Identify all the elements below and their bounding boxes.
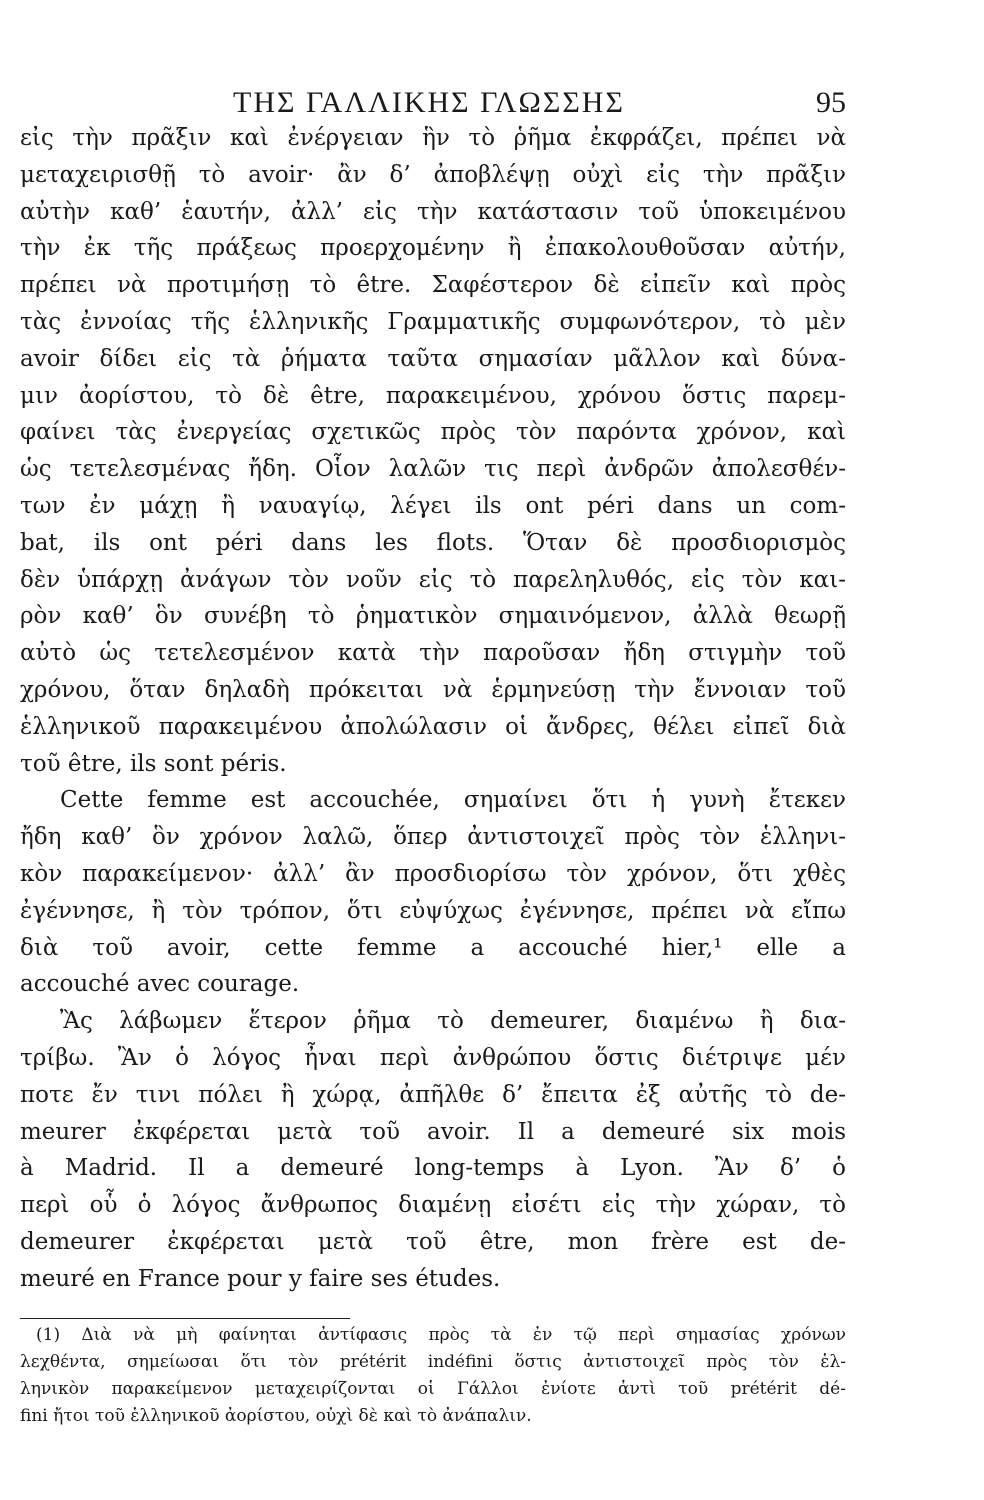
text-line: των ἐν μάχῃ ἢ ναυαγίῳ, λέγει ils ont péri dans un com- (20, 492, 846, 519)
page-header (0, 80, 984, 120)
text-line: αὐτὴν καθ’ ἑαυτήν, ἀλλ’ εἰς τὴν κατάστασιν τοῦ ὑποκειμένου (20, 198, 846, 225)
text-line: Ἂς λάβωμεν ἕτερον ῥῆμα τὸ demeurer, διαμένω ἢ δια- (60, 1008, 846, 1035)
text-line: τοῦ être, ils sont péris. (20, 750, 287, 777)
text-line: δὲν ὑπάρχῃ ἀνάγων τὸν νοῦν εἰς τὸ παρεληλυθός, εἰς τὸν και- (20, 566, 846, 593)
footnote-line: λεχθέντα, σημείωσαι ὅτι τὸν prétérit indéfini ὅστις ἀντιστοιχεῖ πρὸς τὸν ἑλ- (20, 1352, 846, 1372)
text-line: Cette femme est accouchée, σημαίνει ὅτι ἡ γυνὴ ἔτεκεν (60, 787, 846, 814)
footnote-line: fini ἤτοι τοῦ ἑλληνικοῦ ἀορίστου, οὐχὶ δὲ καὶ τὸ ἀνάπαλιν. (20, 1406, 532, 1426)
text-line: ρὸν καθ’ ὃν συνέβη τὸ ῥηματικὸν σημαινόμενον, ἀλλὰ θεωρῇ (20, 603, 846, 630)
text-line: ἤδη καθ’ ὃν χρόνον λαλῶ, ὅπερ ἀντιστοιχεῖ πρὸς τὸν ἑλληνι- (20, 824, 846, 851)
text-line: περὶ οὗ ὁ λόγος ἄνθρωπος διαμένῃ εἰσέτι εἰς τὴν χώραν, τὸ (20, 1192, 846, 1219)
text-line: ἐγέννησε, ἢ τὸν τρόπον, ὅτι εὐψύχως ἐγέννησε, πρέπει νὰ εἴπω (20, 897, 846, 924)
text-line: τρίβω. Ἂν ὁ λόγος ἦναι περὶ ἀνθρώπου ὅστις διέτριψε μέν (20, 1044, 846, 1071)
text-line: χρόνου, ὅταν δηλαδὴ πρόκειται νὰ ἑρμηνεύσῃ τὴν ἔννοιαν τοῦ (20, 676, 846, 703)
text-line: avoir δίδει εἰς τὰ ῥήματα ταῦτα σημασίαν μᾶλλον καὶ δύνα- (20, 345, 846, 372)
text-line: ποτε ἔν τινι πόλει ἢ χώρᾳ, ἀπῆλθε δ’ ἔπειτα ἐξ αὐτῆς τὸ de- (20, 1081, 846, 1108)
text-line: meuré en France pour y faire ses études. (20, 1265, 501, 1292)
text-line: μεταχειρισθῇ τὸ avoir· ἂν δ’ ἀποβλέψῃ οὐχὶ εἰς τὴν πρᾶξιν (20, 161, 846, 188)
text-line: τὴν ἐκ τῆς πράξεως προερχομένην ἢ ἐπακολουθοῦσαν αὐτήν, (20, 235, 846, 262)
text-line: ὡς τετελεσμένας ἤδη. Οἷον λαλῶν τις περὶ ἀνδρῶν ἀπολεσθέν- (20, 456, 846, 483)
text-line: ἑλληνικοῦ παρακειμένου ἀπολώλασιν οἱ ἄνδρες, θέλει εἰπεῖ διὰ (20, 713, 846, 740)
body-text (20, 120, 846, 1298)
text-line: κὸν παρακείμενον· ἀλλ’ ἂν προσδιορίσω τὸν χρόνον, ὅτι χθὲς (20, 860, 846, 887)
running-title: ΤΗΣ ΓΑΛΛΙΚΗΣ ΓΛΩΣΣΗΣ (233, 86, 625, 119)
footnote (20, 1322, 846, 1430)
text-line: bat, ils ont péri dans les flots. Ὅταν δὲ προσδιορισμὸς (20, 529, 846, 556)
text-line: meurer ἐκφέρεται μετὰ τοῦ avoir. Il a demeuré six mois (20, 1118, 846, 1145)
text-line: accouché avec courage. (20, 971, 300, 998)
footnote-divider (20, 1318, 350, 1319)
text-line: à Madrid. Il a demeuré long-temps à Lyon. Ἂν δ’ ὁ (20, 1155, 846, 1182)
page-number: 95 (816, 86, 846, 119)
footnote-line: ληνικὸν παρακείμενον μεταχειρίζονται οἱ Γάλλοι ἐνίοτε ἀντὶ τοῦ prétérit dé- (20, 1379, 846, 1399)
text-line: μιν ἀορίστου, τὸ δὲ être, παρακειμένου, χρόνου ὅστις παρεμ- (20, 382, 846, 409)
text-line: πρέπει νὰ προτιμήσῃ τὸ être. Σαφέστερον δὲ εἰπεῖν καὶ πρὸς (20, 272, 846, 299)
text-line: demeurer ἐκφέρεται μετὰ τοῦ être, mon frère est de- (20, 1228, 846, 1255)
footnote-line: (1) Διὰ νὰ μὴ φαίνηται ἀντίφασις πρὸς τὰ ἐν τῷ περὶ σημασίας χρόνων (36, 1325, 846, 1345)
text-line: τὰς ἐννοίας τῆς ἑλληνικῆς Γραμματικῆς συμφωνότερον, τὸ μὲν (20, 308, 846, 335)
text-line: εἰς τὴν πρᾶξιν καὶ ἐνέργειαν ἣν τὸ ῥῆμα ἐκφράζει, πρέπει νὰ (20, 125, 846, 151)
text-line: διὰ τοῦ avoir, cette femme a accouché hier,¹ elle a (20, 934, 846, 961)
text-line: φαίνει τὰς ἐνεργείας σχετικῶς πρὸς τὸν παρόντα χρόνον, καὶ (20, 419, 846, 446)
text-line: αὐτὸ ὡς τετελεσμένον κατὰ τὴν παροῦσαν ἤδη στιγμὴν τοῦ (20, 640, 846, 667)
